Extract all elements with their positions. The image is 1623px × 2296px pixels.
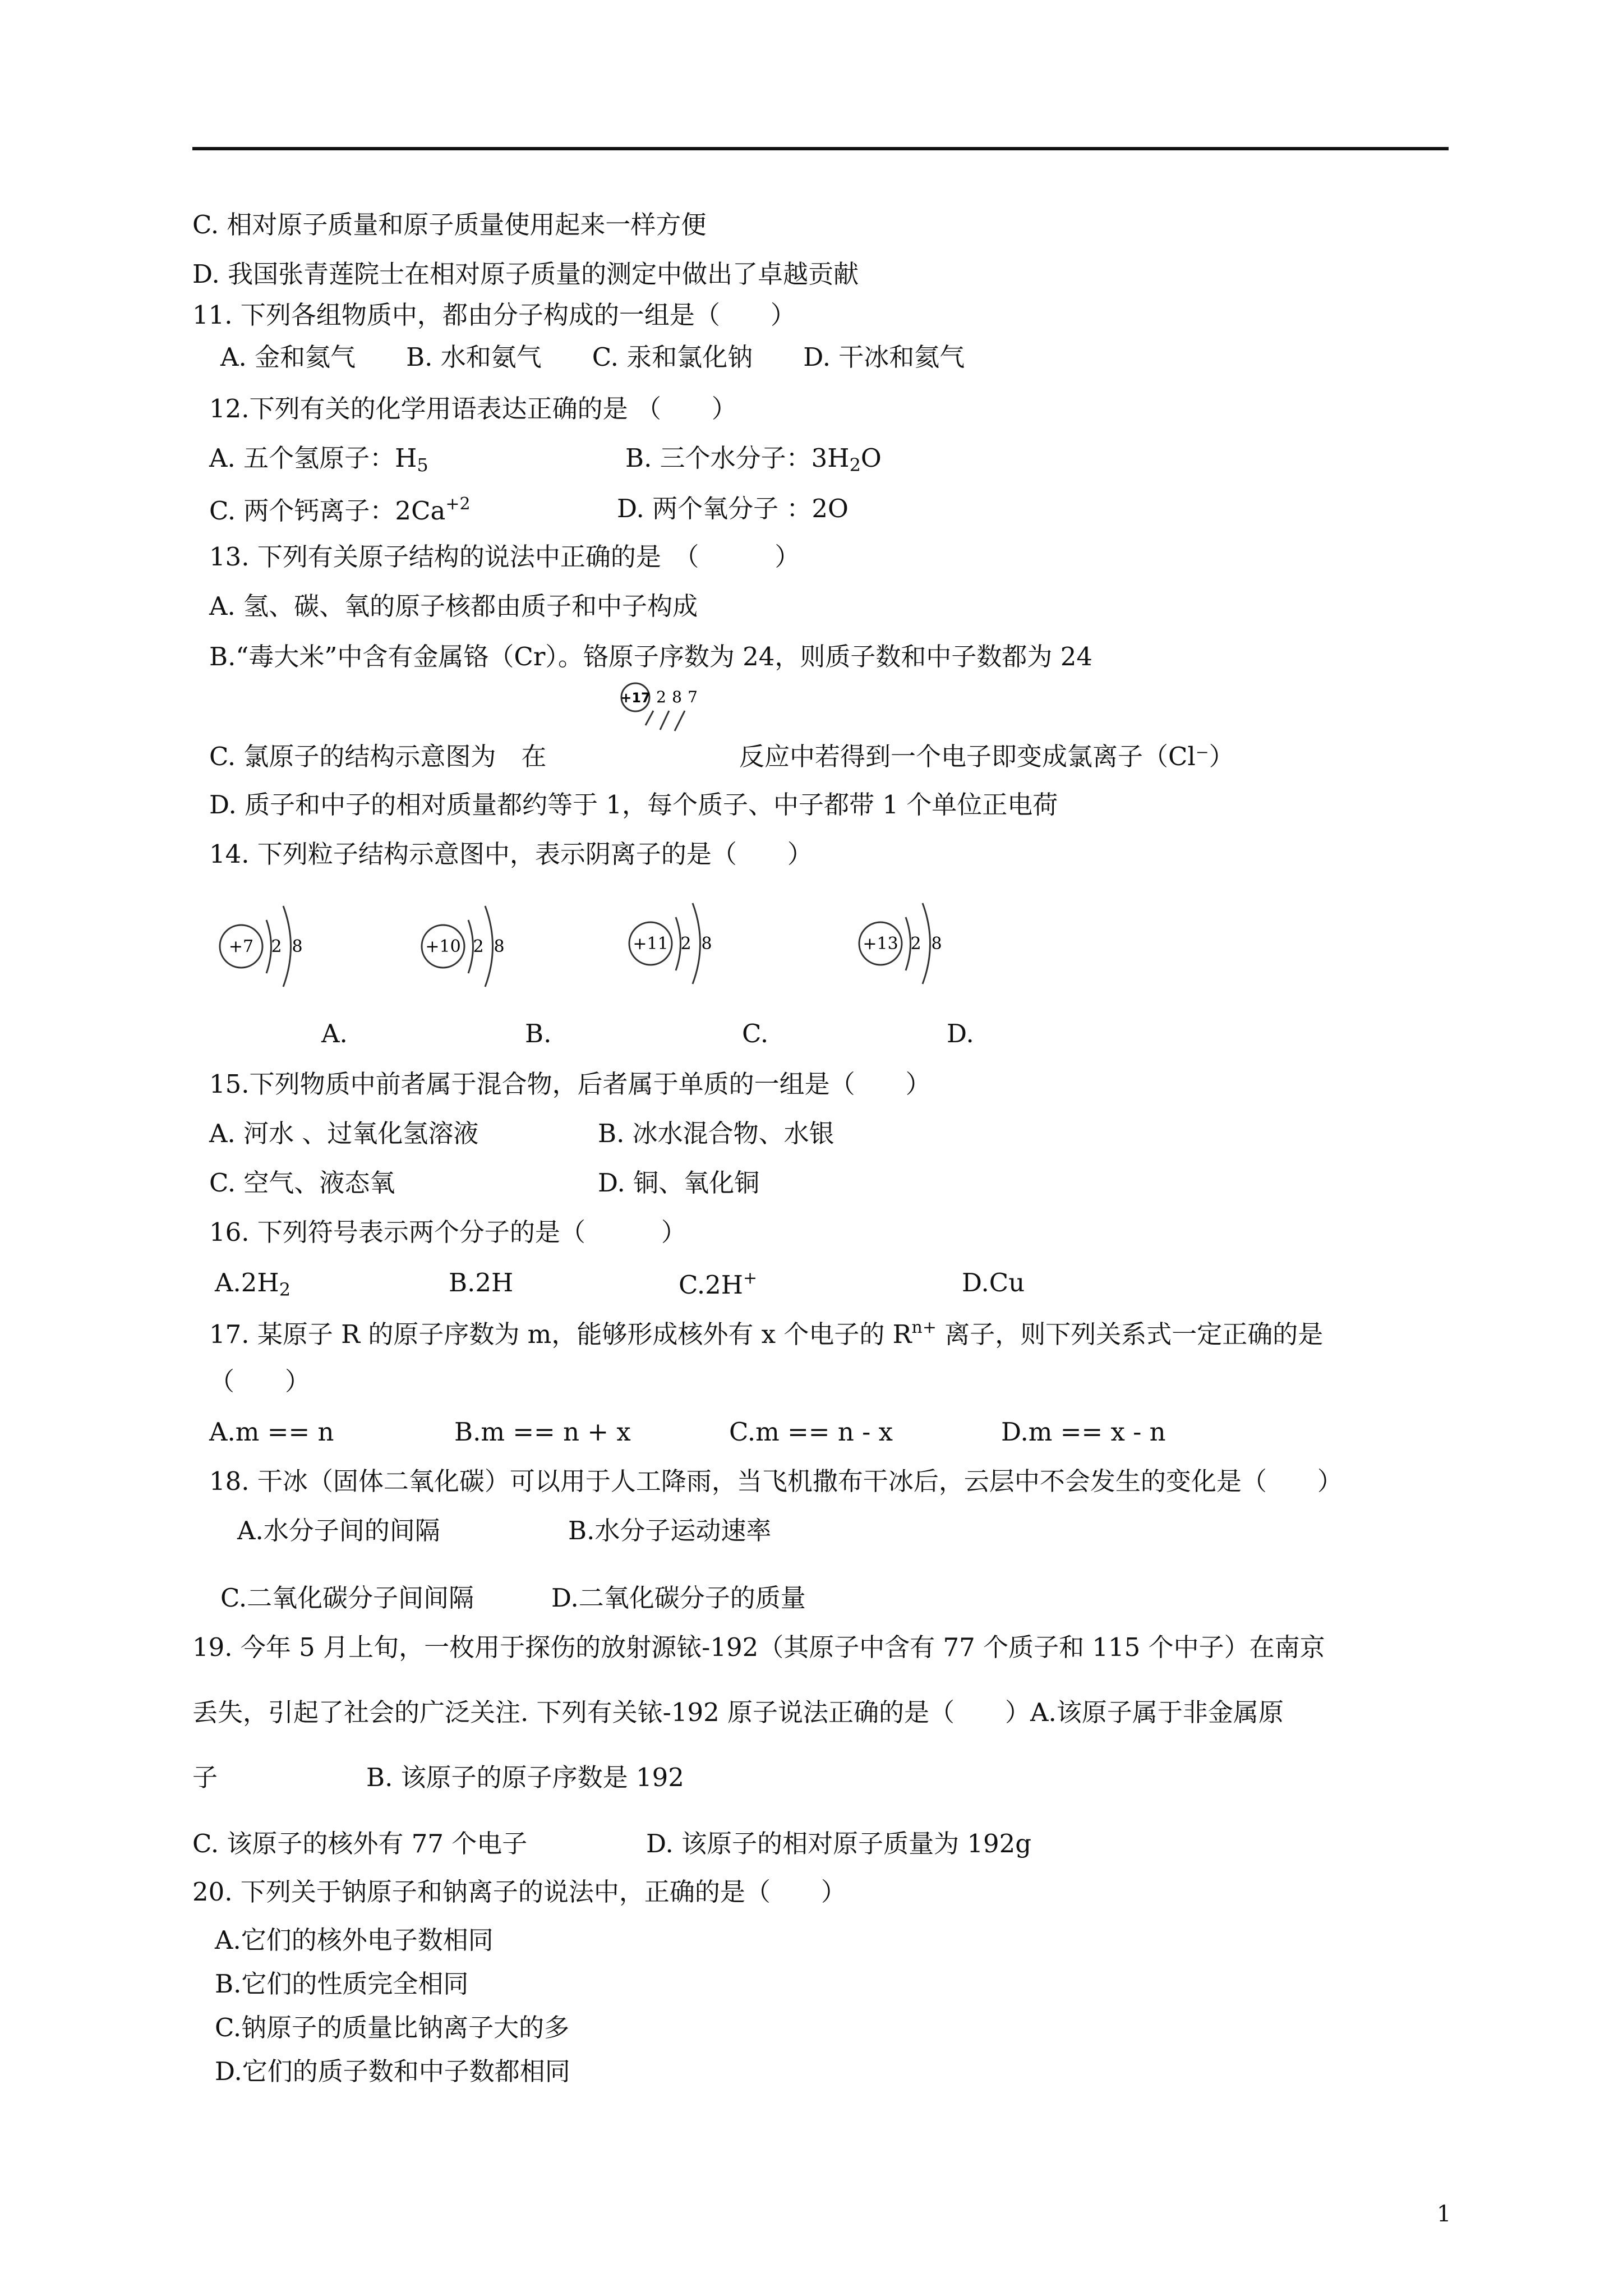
nucleus-charge-b: +10 — [425, 937, 461, 956]
particle-diagram-b — [415, 895, 527, 999]
q18-option-d: D.二氧化碳分子的质量 — [551, 1583, 806, 1613]
q20-option-a: A.它们的核外电子数相同 — [215, 1925, 494, 1955]
q13-option-c-prefix: C. 氯原子的结构示意图为 在 — [209, 742, 547, 771]
q15-option-a: A. 河水 、过氧化氢溶液 — [209, 1119, 479, 1148]
q16-option-d: D.Cu — [962, 1268, 1025, 1297]
q17-paren: （ ） — [209, 1366, 311, 1396]
q15-option-d: D. 铜、氧化铜 — [598, 1168, 760, 1198]
q13-option-d: D. 质子和中子的相对质量都约等于 1，每个质子、中子都带 1 个单位正电荷 — [209, 790, 1058, 820]
particle-diagram-c — [623, 892, 735, 996]
q12-stem: 12.下列有关的化学用语表达正确的是 （ ） — [209, 394, 737, 424]
shell-1-d: 2 — [910, 934, 921, 954]
shell-1-b: 2 — [473, 937, 484, 956]
chlorine-atom-diagram — [620, 682, 704, 743]
q13-option-b: B.“毒大米”中含有金属铬（Cr）。铬原子序数为 24，则质子数和中子数都为 24 — [209, 642, 1092, 671]
cl-shell-1: 2 — [656, 688, 666, 706]
q19-line-3b: B. 该原子的原子序数是 192 — [366, 1763, 684, 1792]
particle-diagram-a — [213, 895, 325, 999]
q18-option-a: A.水分子间的间隔 — [237, 1516, 440, 1545]
q11-options: A. 金和氦气 B. 水和氨气 C. 汞和氯化钠 D. 干冰和氦气 — [220, 342, 965, 372]
q16-option-c: C.2H+ — [679, 1268, 758, 1300]
q13-stem: 13. 下列有关原子结构的说法中正确的是 （ ） — [209, 542, 800, 572]
q17-option-a: A.m == n — [209, 1417, 334, 1447]
q15-option-c: C. 空气、液态氧 — [209, 1168, 395, 1198]
nucleus-charge-c: +11 — [633, 934, 668, 954]
q14-label-b: B. — [525, 1019, 552, 1048]
q19-option-c: C. 该原子的核外有 77 个电子 — [192, 1829, 528, 1858]
nucleus-charge-d: +13 — [863, 934, 898, 954]
q16-option-b: B.2H — [449, 1268, 514, 1297]
q19-option-d: D. 该原子的相对原子质量为 192g — [646, 1829, 1032, 1858]
nucleus-charge-a: +7 — [228, 937, 254, 956]
q10-option-c: C. 相对原子质量和原子质量使用起来一样方便 — [192, 210, 707, 240]
q11-stem: 11. 下列各组物质中，都由分子构成的一组是（ ） — [192, 300, 796, 330]
q13-option-c-suffix: 反应中若得到一个电子即变成氯离子（Cl⁻） — [739, 742, 1234, 771]
q17-option-c: C.m == n - x — [729, 1417, 893, 1447]
shell-1-a: 2 — [271, 937, 282, 956]
cl-shell-2: 8 — [672, 688, 682, 706]
q12-option-a: A. 五个氢原子：$H_5$ — [209, 443, 428, 476]
header-rule — [192, 147, 1449, 150]
q20-option-d: D.它们的质子数和中子数都相同 — [215, 2056, 570, 2086]
q18-stem: 18. 干冰（固体二氧化碳）可以用于人工降雨，当飞机撒布干冰后，云层中不会发生的变化是（ ） — [209, 1466, 1343, 1496]
q12-option-b: B. 三个水分子：$3H_2O$ — [625, 443, 882, 476]
q20-option-b: B.它们的性质完全相同 — [215, 1969, 469, 1999]
shell-2-b: 8 — [494, 937, 505, 956]
cl-nucleus-charge: +17 — [620, 690, 651, 706]
q10-option-d: D. 我国张青莲院士在相对原子质量的测定中做出了卓越贡献 — [192, 259, 859, 289]
q13-option-a: A. 氢、碳、氧的原子核都由质子和中子构成 — [209, 591, 698, 621]
q15-stem: 15.下列物质中前者属于混合物，后者属于单质的一组是（ ） — [209, 1069, 931, 1099]
shell-1-c: 2 — [680, 934, 691, 954]
shell-2-c: 8 — [701, 934, 712, 954]
q19-line-1: 19. 今年 5 月上旬，一枚用于探伤的放射源铱-192（其原子中含有 77 个质子和 115 个中子）在南京 — [192, 1632, 1325, 1662]
q20-stem: 20. 下列关于钠原子和钠离子的说法中，正确的是（ ） — [192, 1877, 846, 1907]
q18-option-b: B.水分子运动速率 — [568, 1516, 772, 1545]
page-number: 1 — [1437, 2201, 1451, 2227]
q16-option-a: $A.2H_2$ — [215, 1268, 291, 1300]
q15-option-b: B. 冰水混合物、水银 — [598, 1119, 834, 1148]
q20-option-c: C.钠原子的质量比钠离子大的多 — [215, 2013, 570, 2042]
q18-option-c: C.二氧化碳分子间间隔 — [220, 1583, 474, 1613]
q12-option-d: D. 两个氧分子 ：2O — [617, 494, 849, 523]
q14-label-a: A. — [321, 1019, 348, 1048]
q17-stem: 17. 某原子 R 的原子序数为 m，能够形成核外有 x 个电子的 $R^{n+}$ 离子，则下列关系式一定正确的是 — [209, 1318, 1324, 1349]
q12-option-c: C. 两个钙离子：$2Ca^{+2}$ — [209, 494, 471, 526]
q19-line-2: 丢失，引起了社会的广泛关注. 下列有关铱-192 原子说法正确的是（ ）A.该原子属于非金属原 — [192, 1697, 1284, 1727]
shell-2-d: 8 — [931, 934, 942, 954]
q19-line-3a: 子 — [192, 1763, 218, 1792]
shell-2-a: 8 — [292, 937, 303, 956]
particle-diagram-d — [852, 892, 965, 996]
q17-option-b: B.m == n + x — [454, 1417, 631, 1447]
cl-shell-3: 7 — [688, 688, 698, 706]
q14-label-d: D. — [947, 1019, 974, 1048]
q14-stem: 14. 下列粒子结构示意图中，表示阴离子的是（ ） — [209, 839, 813, 869]
q16-stem: 16. 下列符号表示两个分子的是（ ） — [209, 1217, 686, 1247]
q14-label-c: C. — [742, 1019, 769, 1048]
q17-option-d: D.m == x - n — [1001, 1417, 1166, 1447]
